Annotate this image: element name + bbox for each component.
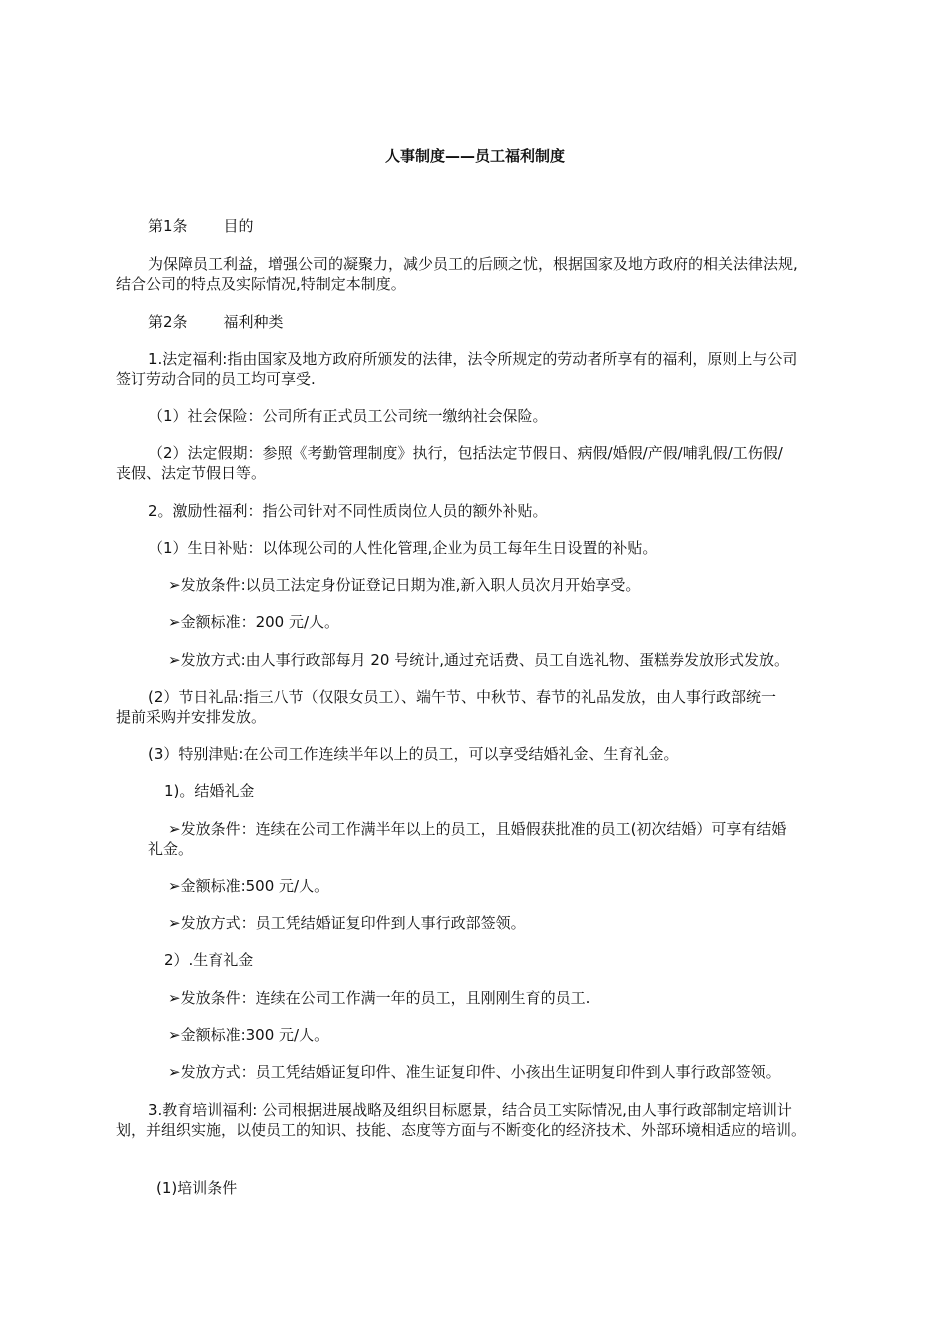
section-1-item-2-line-1: （2）法定假期：参照《考勤管理制度》执行，包括法定节假日、病假/婚假/产假/哺乳假/工伤假/: [148, 444, 783, 462]
section-2-item-2-line-2: 提前采购并安排发放。: [116, 708, 267, 726]
section-1-line-1: 1.法定福利:指由国家及地方政府所颁发的法律，法令所规定的劳动者所享有的福利，原则上与公司: [148, 350, 798, 368]
section-2-item-1: （1）生日补贴：以体现公司的人性化管理,企业为员工每年生日设置的补贴。: [148, 539, 658, 557]
section-3-line-1: 3.教育培训福利: 公司根据进展战略及组织目标愿景，结合员工实际情况,由人事行政部制定培训计: [148, 1101, 792, 1119]
section-2-item-1-bullet-1: ➢发放条件:以员工法定身份证登记日期为准,新入职人员次月开始享受。: [168, 576, 641, 594]
birth-gift-bullet-1: ➢发放条件：连续在公司工作满一年的员工，且刚刚生育的员工.: [168, 989, 591, 1007]
section-1-item-1: （1）社会保险：公司所有正式员工公司统一缴纳社会保险。: [148, 407, 548, 425]
section-2-item-3: (3）特别津贴:在公司工作连续半年以上的员工，可以享受结婚礼金、生育礼金。: [148, 745, 679, 763]
section-2-item-2-line-1: (2）节日礼品:指三八节（仅限女员工）、端午节、中秋节、春节的礼品发放，由人事行政部统一: [148, 688, 776, 706]
article-2-heading: [148, 312, 284, 332]
article-1-heading: [148, 216, 254, 236]
article-2-title: 福利种类: [223, 313, 284, 331]
birth-gift-bullet-3: ➢发放方式：员工凭结婚证复印件、准生证复印件、小孩出生证明复印件到人事行政部签领。: [168, 1063, 781, 1081]
article-1-title: 目的: [223, 217, 254, 235]
paragraph-purpose-line-2: 结合公司的特点及实际情况,特制定本制度。: [116, 275, 406, 293]
marriage-gift-bullet-1-line-2: 礼金。: [148, 840, 194, 858]
document-title: 人事制度——员工福利制度: [384, 147, 565, 165]
marriage-gift-bullet-3: ➢发放方式：员工凭结婚证复印件到人事行政部签领。: [168, 914, 526, 932]
marriage-gift-bullet-1-line-1: ➢发放条件：连续在公司工作满半年以上的员工，且婚假获批准的员工(初次结婚）可享有结婚: [168, 820, 787, 838]
birth-gift-heading: 2）.生育礼金: [164, 951, 254, 969]
birth-gift-bullet-2: ➢金额标准:300 元/人。: [168, 1026, 330, 1044]
section-3-item-1: (1)培训条件: [156, 1179, 238, 1197]
section-2-item-1-bullet-2: ➢金额标准：200 元/人。: [168, 613, 340, 631]
article-1-number: 第1条: [148, 217, 188, 235]
article-2-number: 第2条: [148, 313, 188, 331]
section-3-line-2: 划，并组织实施，以使员工的知识、技能、态度等方面与不断变化的经济技术、外部环境相适应的培训。: [116, 1121, 807, 1139]
section-1-line-2: 签订劳动合同的员工均可享受.: [116, 370, 316, 388]
marriage-gift-heading: 1)。结婚礼金: [164, 782, 255, 800]
section-2-line-1: 2。激励性福利：指公司针对不同性质岗位人员的额外补贴。: [148, 502, 548, 520]
section-2-item-1-bullet-3: ➢发放方式:由人事行政部每月 20 号统计,通过充话费、员工自选礼物、蛋糕券发放形式发放。: [168, 651, 790, 669]
section-1-item-2-line-2: 丧假、法定节假日等。: [116, 464, 267, 482]
marriage-gift-bullet-2: ➢金额标准:500 元/人。: [168, 877, 330, 895]
paragraph-purpose-line-1: 为保障员工利益，增强公司的凝聚力，减少员工的后顾之忧，根据国家及地方政府的相关法律法规,: [148, 255, 798, 273]
